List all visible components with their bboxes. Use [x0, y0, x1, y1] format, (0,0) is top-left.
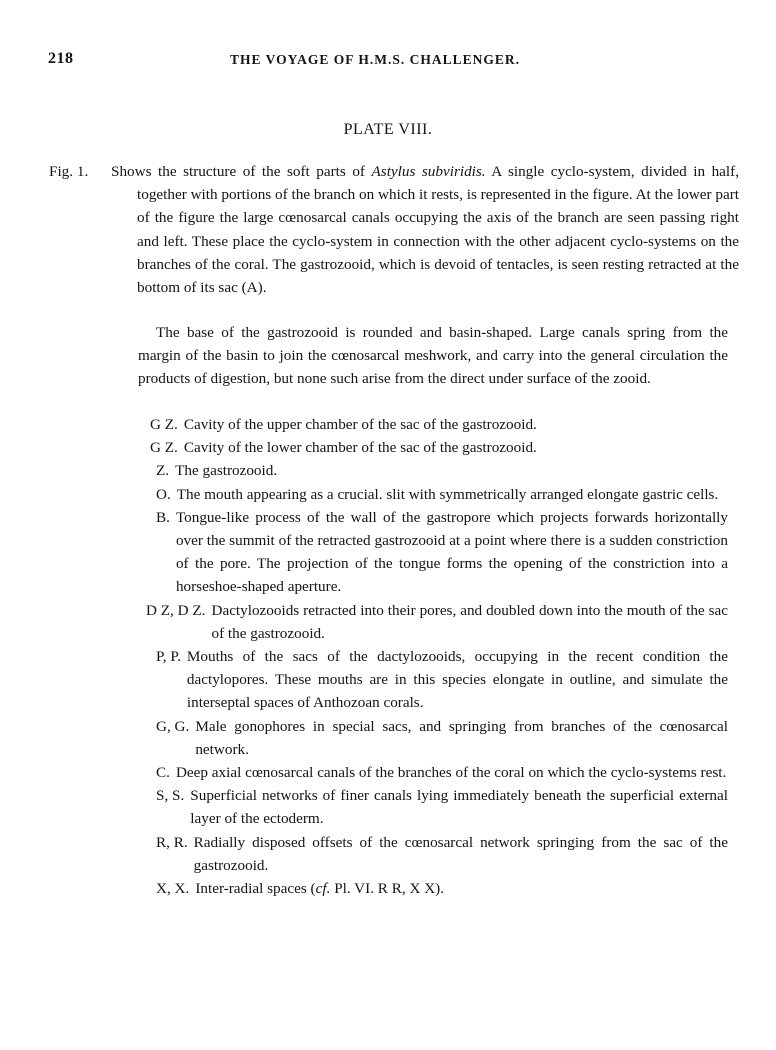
legend-item — [156, 506, 728, 599]
legend-text: Superficial networks of finer canals lying immediately beneath the superficial external layer of the ectoderm. — [190, 787, 728, 828]
paragraph-gastrozooid-base: The base of the gastrozooid is rounded and basin-shaped. Large canals spring from the margin of the basin to join the cœnosarcal meshwork, and carry into the general circulation the products of digestion, but none such arise from the direct under surface of the zooid. — [138, 324, 728, 388]
legend-item — [156, 645, 728, 715]
species-name: Astylus subviridis. — [371, 163, 486, 180]
legend-text: Dactylozooids retracted into their pores, and doubled down into the mouth of the sac of the gastrozooid. — [211, 601, 728, 642]
legend-text-part: Inter-radial spaces ( — [195, 880, 316, 898]
legend-text: Mouths of the sacs of the dactylozooids, occupying in the recent condition the dactylopores. These mouths are in this species elongate in outline, and simulate the interseptal spaces of Anthozoan corals. — [186, 648, 728, 712]
legend-item — [156, 459, 728, 482]
figure-intro-continued: A single cyclo-system, divided in half, together with portions of the branch on which it rests, is represented in the figure. At the lower part of the figure the large cœnosarcal canals occupying the axis of the branch are seen passing right and left. These place the cyclo-system in connection with the other adjacent cyclo-systems on the branches of the coral. The gastrozooid, which is devoid of tentacles, is seen resting retracted at the bottom of its sac (A). — [137, 163, 739, 297]
legend-text — [195, 877, 728, 900]
running-head: THE VOYAGE OF H.M.S. CHALLENGER. — [230, 52, 521, 67]
legend-text-part: Pl. VI. R R, X X). — [330, 880, 445, 898]
legend-item — [150, 413, 728, 436]
legend-item — [156, 715, 728, 761]
legend-text: Cavity of the lower chamber of the sac of the gastrozooid. — [183, 439, 537, 457]
legend-list — [146, 413, 728, 900]
legend-text: The mouth appearing as a crucial. slit with symmetrically arranged elongate gastric cells. — [176, 485, 719, 503]
page-number: 218 — [48, 50, 74, 67]
legend-item — [156, 784, 728, 830]
legend-item — [156, 831, 728, 877]
legend-text: Deep axial cœnosarcal canals of the branches of the coral on which the cyclo-systems rest. — [175, 764, 727, 782]
legend-item — [156, 761, 728, 784]
figure-intro: Shows the structure of the soft parts of — [111, 163, 365, 180]
legend-text: Tongue-like process of the wall of the gastropore which projects forwards horizontally over the summit of the retracted gastrozooid at a point where there is a sudden constriction of the pore. The projection of the tongue forms the opening of the constriction into a horseshoe-shaped aperture. — [175, 508, 728, 596]
legend-key: P, P. — [156, 648, 181, 666]
legend-key: D Z, D Z. — [146, 601, 206, 619]
legend-key: O. — [156, 485, 171, 503]
legend-text: The gastrozooid. — [175, 462, 278, 480]
figure-label: Fig. 1. — [49, 163, 89, 180]
legend-key: B. — [156, 508, 170, 526]
legend-item — [156, 877, 728, 900]
legend-key: G Z. — [150, 416, 178, 433]
legend-key: C. — [156, 764, 170, 782]
cf-abbrev: cf. — [315, 880, 331, 898]
legend-item — [146, 599, 728, 645]
plate-title: PLATE VIII. — [343, 121, 433, 138]
legend-key: G Z. — [150, 439, 178, 457]
legend-key: S, S. — [156, 787, 185, 805]
figure-caption — [49, 160, 739, 299]
legend-item — [156, 483, 728, 506]
legend-key: X, X. — [156, 880, 190, 898]
legend-text: Male gonophores in special sacs, and springing from branches of the cœnosarcal network. — [195, 717, 728, 758]
legend-item — [150, 436, 728, 459]
legend-key: G, G. — [156, 717, 190, 735]
legend-key: R, R. — [156, 833, 188, 851]
legend-text: Cavity of the upper chamber of the sac of the gastrozooid. — [183, 416, 537, 433]
legend-key: Z. — [156, 462, 170, 480]
legend-text: Radially disposed offsets of the cœnosarcal network springing from the sac of the gastrozooid. — [193, 833, 728, 874]
